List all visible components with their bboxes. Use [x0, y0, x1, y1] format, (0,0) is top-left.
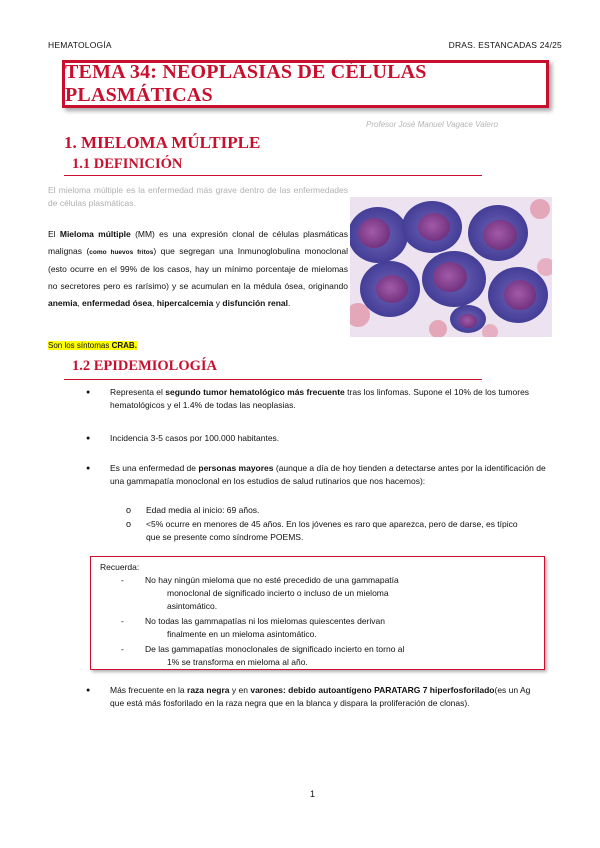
list-item: ● Incidencia 3-5 casos por 100.000 habitantes.	[86, 432, 546, 445]
page-number: 1	[310, 789, 316, 799]
recuerda-item: - No hay ningún mieloma que no esté precedido de una gammapatía monoclonal de significado incierto o incluso de un mieloma asintomático.	[121, 575, 399, 611]
list-item: ● Es una enfermedad de personas mayores (aunque a día de hoy tienden a detectarse antes por la identificación de una gammapatía monoclonal en los estudios de salud rutinarios que nos hacemos):	[86, 462, 546, 488]
page-title: TEMA 34: NEOPLASIAS DE CÉLULAS PLASMÁTICAS	[65, 61, 427, 106]
sub-list-item: o <5% ocurre en menores de 45 años. En los jóvenes es raro que aparezca, pero de darse, es típico que se presente como síndrome POEMS.	[126, 519, 518, 542]
sub-list-item: o Edad media al inicio: 69 años.	[126, 505, 260, 515]
bullet-list	[86, 462, 546, 488]
subsection-heading-definicion: 1.1 DEFINICIÓN	[72, 156, 183, 172]
definition-paragraph: El Mieloma múltiple (MM) es una expresión clonal de células plasmáticas malignas (como huevos fritos) que segregan una Inmunoglobulina monoclonal (esto ocurre en el 99% de los casos, hay un mínimo porcentaje de mielomas no secretores pero es rarísimo) y se acumulan en la médula ósea, originando anemia, enfermedad ósea, hipercalcemia y disfunción renal.	[48, 229, 348, 308]
circle-bullet-icon: o	[126, 519, 132, 529]
list-item: ● Representa el segundo tumor hematológico más frecuente tras los linfomas. Supone el 10% de los tumores hematológicos y el 1.4% de todas las neoplasias.	[86, 386, 546, 412]
recuerda-item: - De las gammapatías monoclonales de significado incierto en torno al 1% se transforma en mieloma al año.	[121, 644, 405, 667]
bullet-list	[86, 684, 546, 710]
intro-paragraph: El mieloma múltiple es la enfermedad más grave dentro de las enfermedades de células plasmáticas.	[48, 185, 348, 208]
author: Profesor José Manuel Vagace Valero	[366, 120, 498, 129]
recuerda-item: - No todas las gammapatías ni los mielomas quiescentes derivan finalmente en un mieloma asintomático.	[121, 616, 386, 639]
circle-bullet-icon: o	[126, 505, 132, 515]
recuerda-box	[90, 556, 545, 670]
title-box	[62, 60, 549, 108]
header-right: DRAS. ESTANCADAS 24/25	[448, 40, 562, 50]
bullet-list	[86, 386, 546, 412]
crab-note: Son los síntomas CRAB.	[48, 341, 137, 350]
recuerda-title: Recuerda:	[100, 562, 140, 572]
section-heading-mieloma: 1. MIELOMA MÚLTIPLE	[64, 133, 261, 152]
heading-underline	[64, 379, 482, 380]
header-left: HEMATOLOGÍA	[48, 40, 112, 50]
heading-underline	[64, 175, 482, 176]
plasma-cells-micrograph	[350, 197, 552, 337]
subsection-heading-epidemiologia: 1.2 EPIDEMIOLOGÍA	[72, 358, 218, 374]
list-item: ● Más frecuente en la raza negra y en varones: debido autoantígeno PARATARG 7 hiperfosforilado(es un Ag que está más fosforilado en la raza negra que en la blanca y dispara la proliferación de clonas).	[86, 684, 546, 710]
bullet-list	[86, 432, 546, 445]
